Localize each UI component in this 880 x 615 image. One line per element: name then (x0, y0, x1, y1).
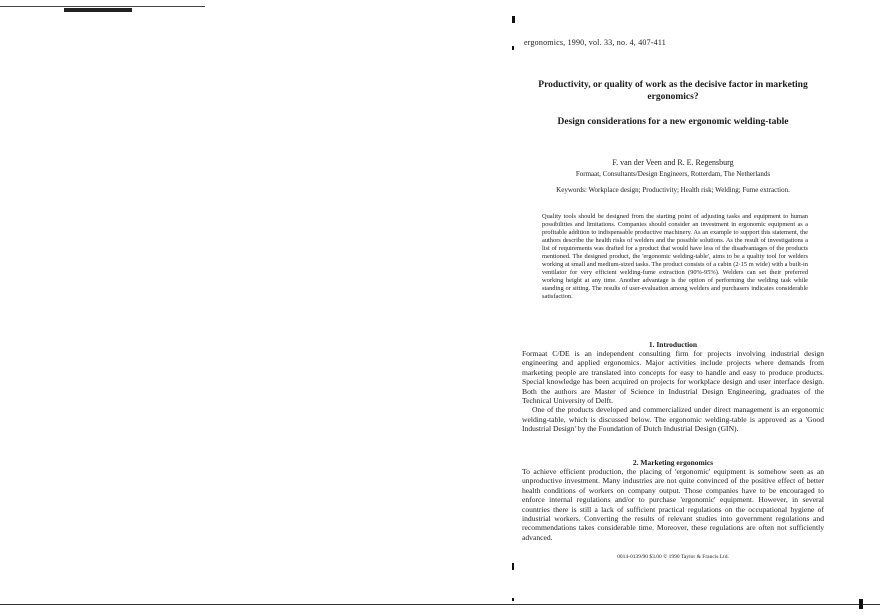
section-heading-marketing: 2. Marketing ergonomics (632, 458, 714, 467)
section-introduction (522, 349, 824, 434)
copyright-footer: 0014-0139/90 $3.00 © 1990 Taylor & Francis Ltd. (617, 554, 729, 560)
paragraph: To achieve efficient production, the placing of 'ergonomic' equipment is somehow seen as an unproductive investment. Many industries are not quite convinced of the positive effect of better health conditions of workers on company output. Those companies have to be encouraged to enforce internal regulations and/or to purchase 'ergonomic' equipment. However, in several countries there is still a lack of sufficient practical regulations on the occupational hygiene of industrial workers. Converting the results of relevant studies into government regulations and recommendations takes considerable time. Moreover, these regulations are often not sufficiently advanced. (522, 467, 824, 542)
authors: F. van der Veen and R. E. Regensburg (612, 158, 734, 167)
paragraph: One of the products developed and commercialized under direct management is an ergonomic welding-table, which is discussed below. The ergonomic welding-table is approved as a 'Good Industrial Design' by the Foundation of Dutch Industrial Design (GIN). (522, 405, 824, 434)
article-title: Productivity, or quality of work as the decisive factor in marketing ergonomics? (538, 80, 808, 102)
keywords: Keywords: Workplace design; Productivity; Health risk; Welding; Fume extraction. (556, 186, 790, 194)
journal-citation: ergonomics, 1990, vol. 33, no. 4, 407-411 (524, 38, 666, 47)
margin-mark (512, 46, 514, 50)
margin-mark (512, 563, 514, 570)
corner-mark (859, 599, 863, 609)
section-marketing (522, 467, 824, 542)
paragraph: Formaat C/DE is an independent consulting firm for projects involving industrial design engineering and applied ergonomics. Major activities include projects where demands from marketing people are translated into concepts for easy to handle and easy to produce products. Special knowledge has been acquired on projects for workplace design and user interface design. Both the authors are Master of Science in Industrial Design Engineering, graduates of the Technical University of Delft. (522, 349, 824, 406)
abstract: Quality tools should be designed from the starting point of adjusting tasks and equipment to human possibilities and limitations. Companies should consider an investment in ergonomic equipment as a profitable addition to indispensable productive machinery. As an example to support this statement, the authors describe the health risks of welders and the possible solutions. As the result of investigations a list of requirements was drafted for a product that would have less of the disadvantages of the products mentioned. The designed product, the 'ergonomic welding-table', aims to be a quality tool for welders working at small and medium-sized tasks. The product consists of a cabin (2·15 m wide) with a built-in ventilator for very efficient welding-fume extraction (90%-95%). Welders can set their preferred working height at any time. Another advantage is the option of performing the welding task while standing or sitting. The results of user-evaluation among welders and purchasers indicates considerable satisfaction. (542, 213, 808, 300)
margin-mark (512, 16, 515, 23)
bottom-rule (0, 604, 880, 605)
article-subtitle: Design considerations for a new ergonomic welding-table (557, 117, 789, 127)
top-left-rule (0, 6, 205, 7)
top-left-bar (64, 8, 132, 12)
affiliation: Formaat, Consultants/Design Engineers, Rotterdam, The Netherlands (575, 170, 771, 178)
margin-mark (512, 598, 514, 601)
section-heading-introduction: 1. Introduction (648, 340, 698, 349)
